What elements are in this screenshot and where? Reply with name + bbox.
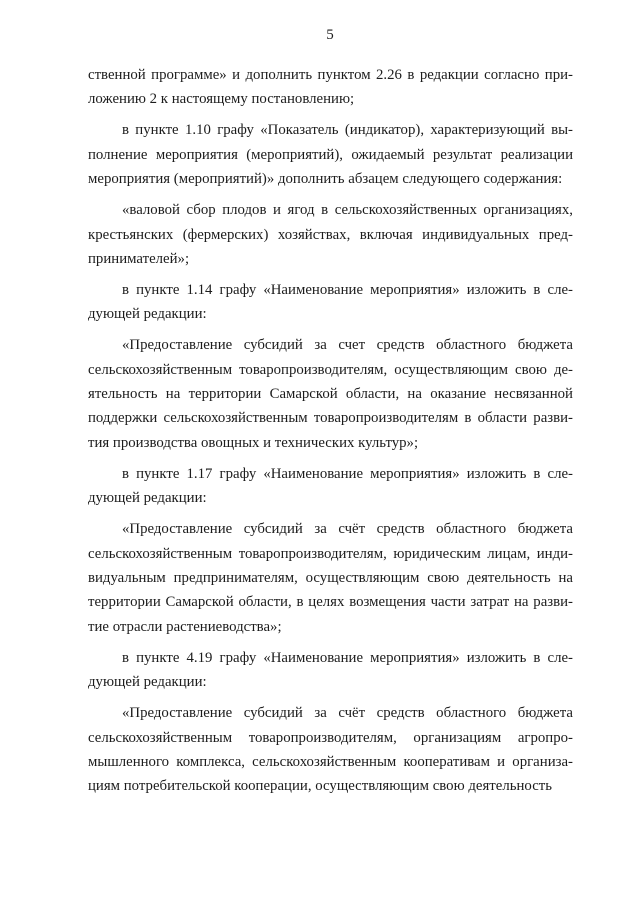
page-number: 5 [326, 27, 334, 43]
text-line: тия производства овощных и технических культур»; [88, 434, 419, 451]
text-line: тие отрасли растениеводства»; [88, 618, 282, 635]
text-line: крестьянских (фермерских) хозяйствах, включая индивидуальных пред- [88, 226, 573, 243]
paragraph [88, 63, 573, 112]
paragraph [88, 333, 573, 455]
text-line: дующей редакции: [88, 306, 207, 323]
text-line: в пункте 4.19 графу «Наименование мероприятия» изложить в сле- [122, 649, 573, 666]
paragraph [88, 517, 573, 639]
text-line: в пункте 1.10 графу «Показатель (индикатор), характеризующий вы- [122, 122, 573, 139]
text-line: территории Самарской области, в целях возмещения части затрат на разви- [88, 594, 573, 611]
text-line: «Предоставление субсидий за счет средств областного бюджета [122, 337, 573, 354]
text-line: «валовой сбор плодов и ягод в сельскохозяйственных организациях, [122, 202, 573, 219]
paragraph [88, 118, 573, 191]
paragraph [88, 462, 573, 511]
text-line: «Предоставление субсидий за счёт средств областного бюджета [122, 521, 573, 538]
text-line: сельскохозяйственным товаропроизводителям, юридическим лицам, инди- [88, 545, 573, 562]
text-line: принимателей»; [88, 250, 190, 267]
text-line: сельскохозяйственным товаропроизводителям, осуществляющим свою де- [88, 361, 573, 378]
text-line: дующей редакции: [88, 490, 207, 507]
paragraph [88, 278, 573, 327]
text-line: ственной программе» и дополнить пунктом 2.26 в редакции согласно при- [88, 67, 573, 83]
text-line: ятельность на территории Самарской области, на оказание несвязанной [88, 386, 573, 403]
paragraph [88, 646, 573, 695]
paragraph [88, 701, 573, 799]
text-line: дующей редакции: [88, 674, 207, 691]
text-line: видуальным предпринимателям, осуществляющим свою деятельность на [88, 569, 573, 586]
text-line: мероприятия (мероприятий)» дополнить абзацем следующего содержания: [88, 171, 563, 188]
text-line: поддержки сельскохозяйственным товаропроизводителям в области разви- [88, 410, 573, 427]
text-line: циям потребительской кооперации, осуществляющим свою деятельность [88, 778, 553, 795]
text-line: в пункте 1.14 графу «Наименование мероприятия» изложить в сле- [122, 281, 573, 298]
text-line: в пункте 1.17 графу «Наименование мероприятия» изложить в сле- [122, 465, 573, 482]
text-line: полнение мероприятия (мероприятий), ожидаемый результат реализации [88, 146, 573, 163]
text-line: «Предоставление субсидий за счёт средств областного бюджета [122, 705, 573, 722]
document-body [88, 63, 573, 805]
text-line: ложению 2 к настоящему постановлению; [88, 91, 355, 108]
text-line: мышленного комплекса, сельскохозяйственным кооперативам и организа- [88, 753, 573, 770]
text-line: сельскохозяйственным товаропроизводителям, организациям агропро- [88, 729, 573, 746]
paragraph [88, 198, 573, 271]
